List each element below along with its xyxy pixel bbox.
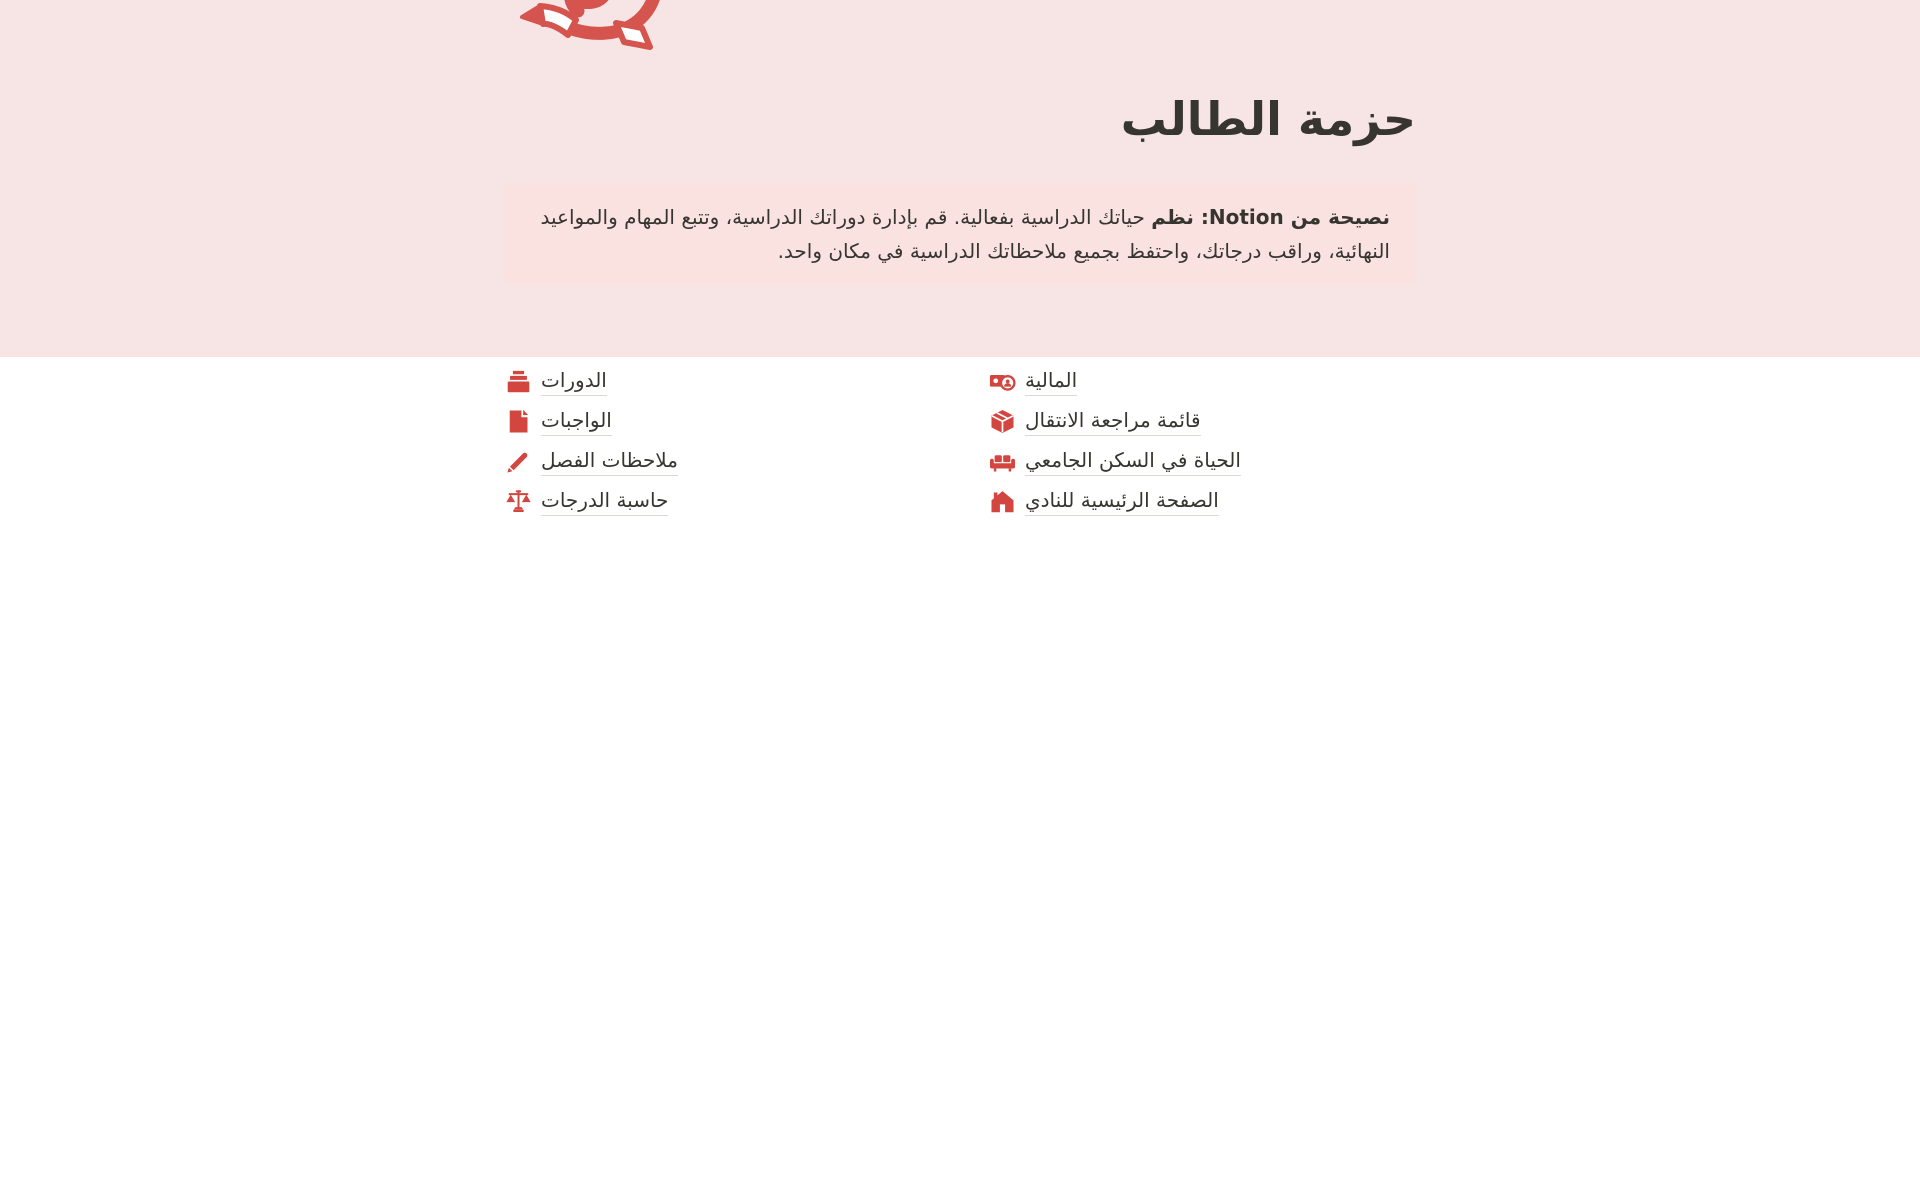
couch-icon (988, 447, 1016, 475)
page-title: حزمة الطالب (1120, 92, 1416, 146)
link-moving-checklist[interactable] (988, 401, 1416, 441)
moving-box-icon (988, 407, 1016, 435)
link-club-homepage[interactable] (988, 481, 1416, 521)
link-dorm-life[interactable] (988, 441, 1416, 481)
links-column-right (988, 361, 1416, 521)
callout-bold-text: نصيحة من Notion: نظم (1151, 205, 1390, 229)
link-courses[interactable] (504, 361, 932, 401)
page-icon[interactable] (516, 0, 666, 58)
link-label: ملاحظات الفصل (541, 447, 678, 476)
link-columns (504, 361, 1416, 521)
link-label: الحياة في السكن الجامعي (1025, 447, 1241, 476)
link-label: الدورات (541, 367, 607, 396)
stack-icon (504, 367, 532, 395)
link-label: حاسبة الدرجات (541, 487, 668, 516)
link-label: المالية (1025, 367, 1077, 396)
link-grade-calculator[interactable] (504, 481, 932, 521)
scales-icon (504, 487, 532, 515)
page-content (504, 0, 1416, 521)
pencil-scribble-icon (516, 0, 666, 58)
link-label: الصفحة الرئيسية للنادي (1025, 487, 1219, 516)
money-icon (988, 367, 1016, 395)
link-assignments[interactable] (504, 401, 932, 441)
link-class-notes[interactable] (504, 441, 932, 481)
links-column-left (504, 361, 932, 521)
pencil-icon (504, 447, 532, 475)
link-label: قائمة مراجعة الانتقال (1025, 407, 1201, 436)
link-finances[interactable] (988, 361, 1416, 401)
notion-tip-callout (504, 183, 1416, 285)
link-label: الواجبات (541, 407, 612, 436)
document-icon (504, 407, 532, 435)
callout-text: حياتك الدراسية بفعالية. قم بإدارة دوراتك الدراسية، وتتبع المهام والمواعيد النهائية، وراقب درجاتك، واحتفظ بجميع ملاحظاتك الدراسية في مكان واحد. (540, 205, 1390, 263)
home-icon (988, 487, 1016, 515)
